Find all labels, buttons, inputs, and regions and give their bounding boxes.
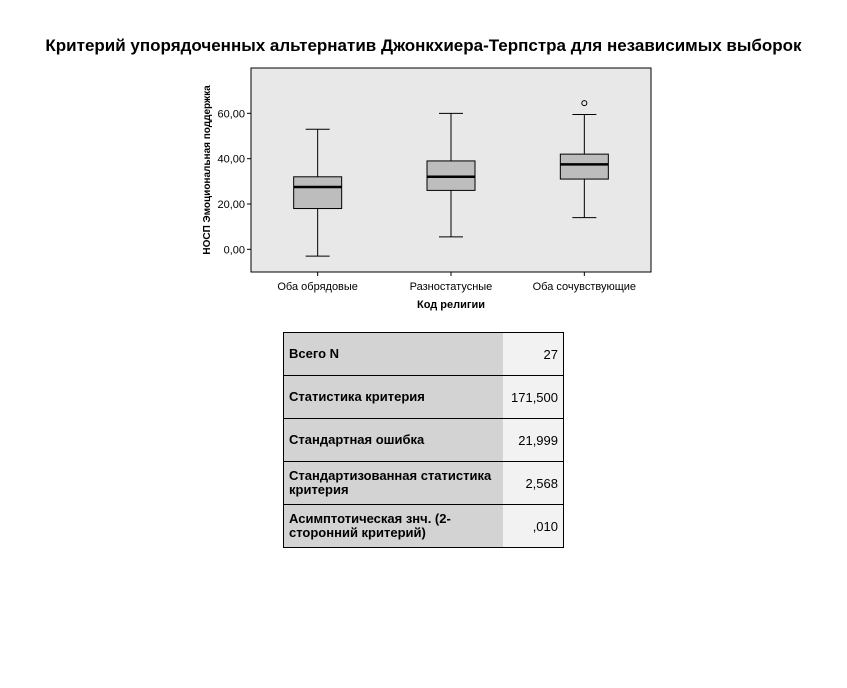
stat-label-test-statistic: Статистика критерия bbox=[284, 376, 503, 419]
stat-label-standard-error: Стандартная ошибка bbox=[284, 419, 503, 462]
stat-value-standardized-statistic: 2,568 bbox=[503, 462, 564, 505]
table-row bbox=[284, 505, 564, 548]
table-row bbox=[284, 419, 564, 462]
table-row bbox=[284, 376, 564, 419]
x-tick-label: Оба обрядовые bbox=[277, 281, 358, 293]
stat-value-total-n: 27 bbox=[503, 333, 564, 376]
y-tick-label: 40,00 bbox=[217, 153, 245, 166]
x-tick-label: Оба сочувствующие bbox=[532, 281, 637, 293]
stat-label-total-n: Всего N bbox=[284, 333, 503, 376]
y-tick-label: 60,00 bbox=[217, 108, 245, 121]
y-axis-label: НОСП Эмоциональная поддержка bbox=[202, 85, 213, 255]
page-title: Критерий упорядоченных альтернатив Джонкхиера-Терпстра для независимых выборок bbox=[45, 36, 802, 55]
y-tick-label: 0,00 bbox=[223, 244, 245, 257]
box bbox=[560, 154, 608, 179]
box bbox=[294, 177, 342, 209]
stat-value-standard-error: 21,999 bbox=[503, 419, 564, 462]
stat-label-standardized-statistic: Стандартизованная статистика критерия bbox=[284, 462, 503, 505]
table-row bbox=[284, 462, 564, 505]
stat-value-test-statistic: 171,500 bbox=[503, 376, 564, 419]
table-row bbox=[284, 333, 564, 376]
stat-label-asymptotic-significance: Асимптотическая знч. (2-сторонний критерий) bbox=[284, 505, 503, 548]
x-axis-label: Код религии bbox=[416, 299, 486, 311]
x-tick-label: Разностатусные bbox=[409, 281, 493, 293]
stat-value-asymptotic-significance: ,010 bbox=[503, 505, 564, 548]
boxplot-chart bbox=[0, 0, 847, 320]
y-tick-label: 20,00 bbox=[217, 199, 245, 211]
stats-table bbox=[283, 332, 564, 548]
